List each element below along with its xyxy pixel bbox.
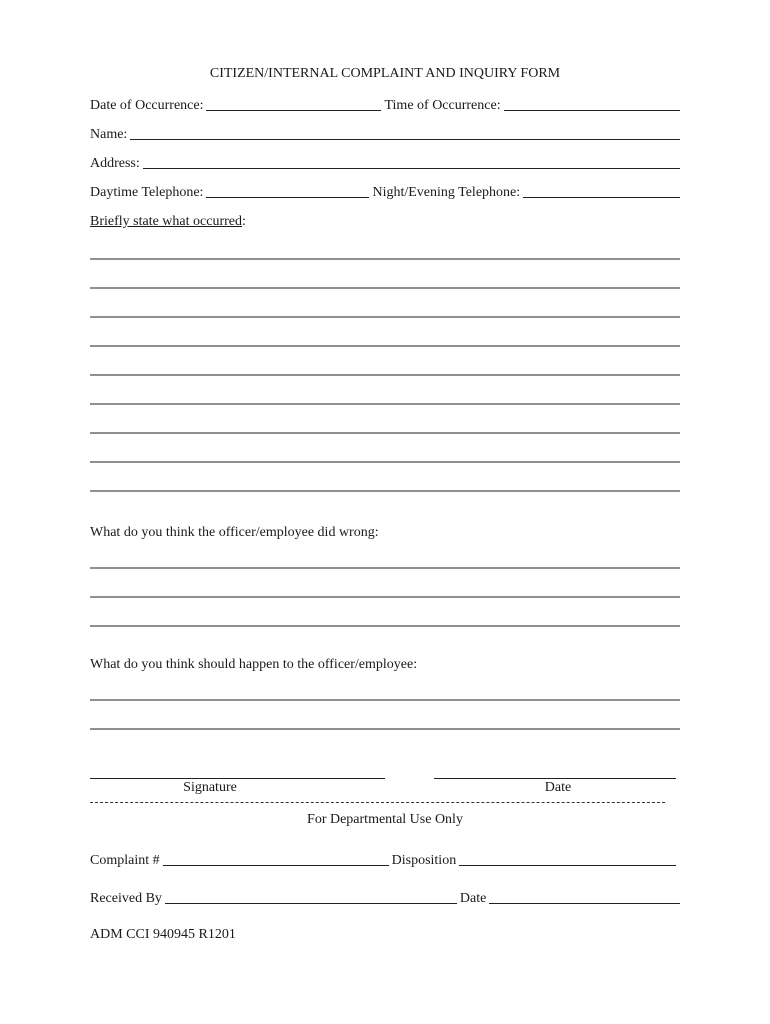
signature-line[interactable] [90,777,385,779]
received-by-field[interactable] [165,889,457,904]
should-happen-prompt: What do you think should happen to the officer/employee: [90,657,418,672]
disposition-label: Disposition [391,853,457,868]
received-date-label: Date [459,891,487,906]
night-telephone-field[interactable] [523,183,680,198]
complaint-disposition-row [90,851,680,869]
time-of-occurrence-label: Time of Occurrence: [384,98,501,113]
address-row [90,154,680,172]
date-time-row [90,96,680,114]
address-field[interactable] [143,154,680,169]
form-code: ADM CCI 940945 R1201 [90,927,236,942]
did-wrong-lines [90,560,680,635]
should-happen-answer-area[interactable] [90,692,680,737]
address-label: Address: [90,156,140,171]
what-occurred-label: Briefly state what occurred [90,214,242,229]
daytime-telephone-label: Daytime Telephone: [90,185,204,200]
telephone-row [90,183,680,201]
what-occurred-colon: : [242,214,246,229]
should-happen-lines [90,692,680,737]
date-of-occurrence-field[interactable] [206,96,381,111]
did-wrong-prompt: What do you think the officer/employee did wrong: [90,525,379,540]
disposition-field[interactable] [459,851,676,866]
what-occurred-heading [90,214,246,230]
name-label: Name: [90,127,128,142]
did-wrong-answer-area[interactable] [90,560,680,635]
signature-date-caption: Date [544,780,572,795]
signature-date-line[interactable] [434,777,676,779]
time-of-occurrence-field[interactable] [504,96,680,111]
name-row [90,125,680,143]
name-field[interactable] [130,125,680,140]
received-by-label: Received By [90,891,162,906]
departmental-divider [90,802,665,803]
received-date-field[interactable] [489,889,680,904]
form-title: CITIZEN/INTERNAL COMPLAINT AND INQUIRY FORM [209,66,561,81]
what-occurred-lines [90,250,680,500]
daytime-telephone-field[interactable] [206,183,369,198]
date-of-occurrence-label: Date of Occurrence: [90,98,204,113]
complaint-number-label: Complaint # [90,853,160,868]
departmental-heading: For Departmental Use Only [307,812,463,827]
signature-caption: Signature [183,780,237,795]
complaint-number-field[interactable] [163,851,389,866]
what-occurred-answer-area[interactable] [90,250,680,500]
night-telephone-label: Night/Evening Telephone: [372,185,521,200]
received-by-row [90,889,680,907]
